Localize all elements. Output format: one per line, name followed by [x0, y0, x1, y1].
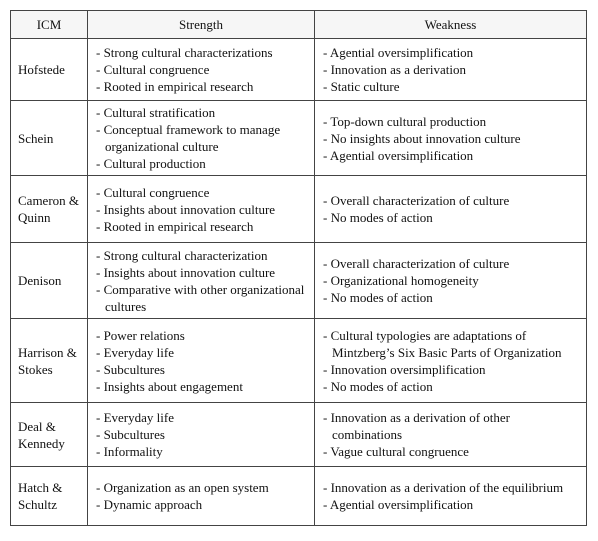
strength-list: [96, 247, 308, 315]
list-item: - No modes of action: [323, 290, 433, 305]
weakness-cell: [315, 101, 587, 176]
strength-list: [96, 184, 308, 235]
list-item: - Subcultures: [96, 427, 165, 442]
list-item: - Overall characterization of culture: [323, 256, 510, 271]
list-item: - Subcultures: [96, 361, 165, 377]
table-row: [11, 39, 587, 101]
model-name: Cameron & Quinn: [11, 176, 88, 243]
list-item: - Dynamic approach: [96, 497, 203, 512]
weakness-list: [323, 479, 580, 513]
model-name: Denison: [11, 243, 88, 319]
strength-list: [96, 409, 308, 460]
weakness-cell: [315, 176, 587, 243]
list-item: - Innovation as a derivation of other combinations: [323, 410, 510, 442]
weakness-cell: [315, 467, 587, 526]
table-row: [11, 403, 587, 467]
header-row: [11, 11, 587, 39]
strength-cell: [88, 39, 315, 101]
list-item: - Everyday life: [96, 410, 174, 425]
list-item: - Strong cultural characterization: [96, 247, 268, 263]
weakness-list: [323, 113, 580, 164]
weakness-cell: [315, 403, 587, 467]
list-item: - Agential oversimplification: [323, 45, 474, 60]
weakness-cell: [315, 39, 587, 101]
strength-cell: [88, 243, 315, 319]
list-item: - Top-down cultural production: [323, 113, 487, 129]
strength-cell: [88, 101, 315, 176]
model-name: Schein: [11, 101, 88, 176]
model-name: Deal & Kennedy: [11, 403, 88, 467]
strength-cell: [88, 467, 315, 526]
weakness-list: [323, 192, 580, 226]
list-item: - No modes of action: [323, 210, 433, 225]
table-row: [11, 319, 587, 403]
list-item: - Insights about innovation culture: [96, 264, 276, 280]
list-item: - Cultural production: [96, 156, 206, 171]
header-icm: ICM: [11, 11, 88, 39]
weakness-list: [323, 327, 580, 395]
list-item: - Rooted in empirical research: [96, 218, 254, 234]
list-item: - Organizational homogeneity: [323, 273, 479, 288]
list-item: - Cultural typologies are adaptations of Mintzberg’s Six Basic Parts of Organization: [323, 327, 562, 360]
strength-cell: [88, 319, 315, 403]
weakness-list: [323, 409, 580, 460]
table-row: [11, 467, 587, 526]
strength-list: [96, 44, 308, 95]
list-item: - Overall characterization of culture: [323, 193, 510, 208]
table-row: [11, 101, 587, 176]
model-name: Hatch & Schultz: [11, 467, 88, 526]
table-header: [11, 11, 587, 39]
weakness-cell: [315, 319, 587, 403]
list-item: - Comparative with other organizational cultures: [96, 281, 305, 314]
list-item: - Rooted in empirical research: [96, 79, 254, 94]
strength-list: [96, 479, 308, 513]
list-item: - Conceptual framework to manage organizational culture: [96, 122, 281, 154]
table-body: [11, 39, 587, 526]
strength-cell: [88, 403, 315, 467]
list-item: - Cultural congruence: [96, 184, 210, 200]
model-name: Hofstede: [11, 39, 88, 101]
table-row: [11, 243, 587, 319]
header-weakness: Weakness: [315, 11, 587, 39]
strength-cell: [88, 176, 315, 243]
model-name: Harrison & Stokes: [11, 319, 88, 403]
list-item: - Innovation oversimplification: [323, 361, 486, 377]
list-item: - Insights about engagement: [96, 378, 243, 394]
icm-comparison-table: [10, 10, 587, 526]
list-item: - Organization as an open system: [96, 480, 269, 495]
table-row: [11, 176, 587, 243]
list-item: - Cultural congruence: [96, 62, 210, 77]
list-item: - Agential oversimplification: [323, 497, 474, 512]
list-item: - Static culture: [323, 79, 400, 94]
list-item: - Innovation as a derivation of the equilibrium: [323, 480, 564, 495]
list-item: - Informality: [96, 444, 163, 459]
list-item: - Innovation as a derivation: [323, 62, 466, 77]
list-item: - Agential oversimplification: [323, 147, 474, 163]
list-item: - Insights about innovation culture: [96, 201, 276, 217]
list-item: - Cultural stratification: [96, 105, 216, 120]
list-item: - No insights about innovation culture: [323, 130, 521, 146]
weakness-list: [323, 44, 580, 95]
list-item: - Vague cultural congruence: [323, 444, 469, 459]
list-item: - Everyday life: [96, 344, 174, 360]
strength-list: [96, 327, 308, 395]
strength-list: [96, 104, 308, 172]
weakness-cell: [315, 243, 587, 319]
weakness-list: [323, 255, 580, 306]
list-item: - Strong cultural characterizations: [96, 45, 273, 60]
list-item: - Power relations: [96, 327, 185, 343]
list-item: - No modes of action: [323, 378, 433, 394]
header-strength: Strength: [88, 11, 315, 39]
